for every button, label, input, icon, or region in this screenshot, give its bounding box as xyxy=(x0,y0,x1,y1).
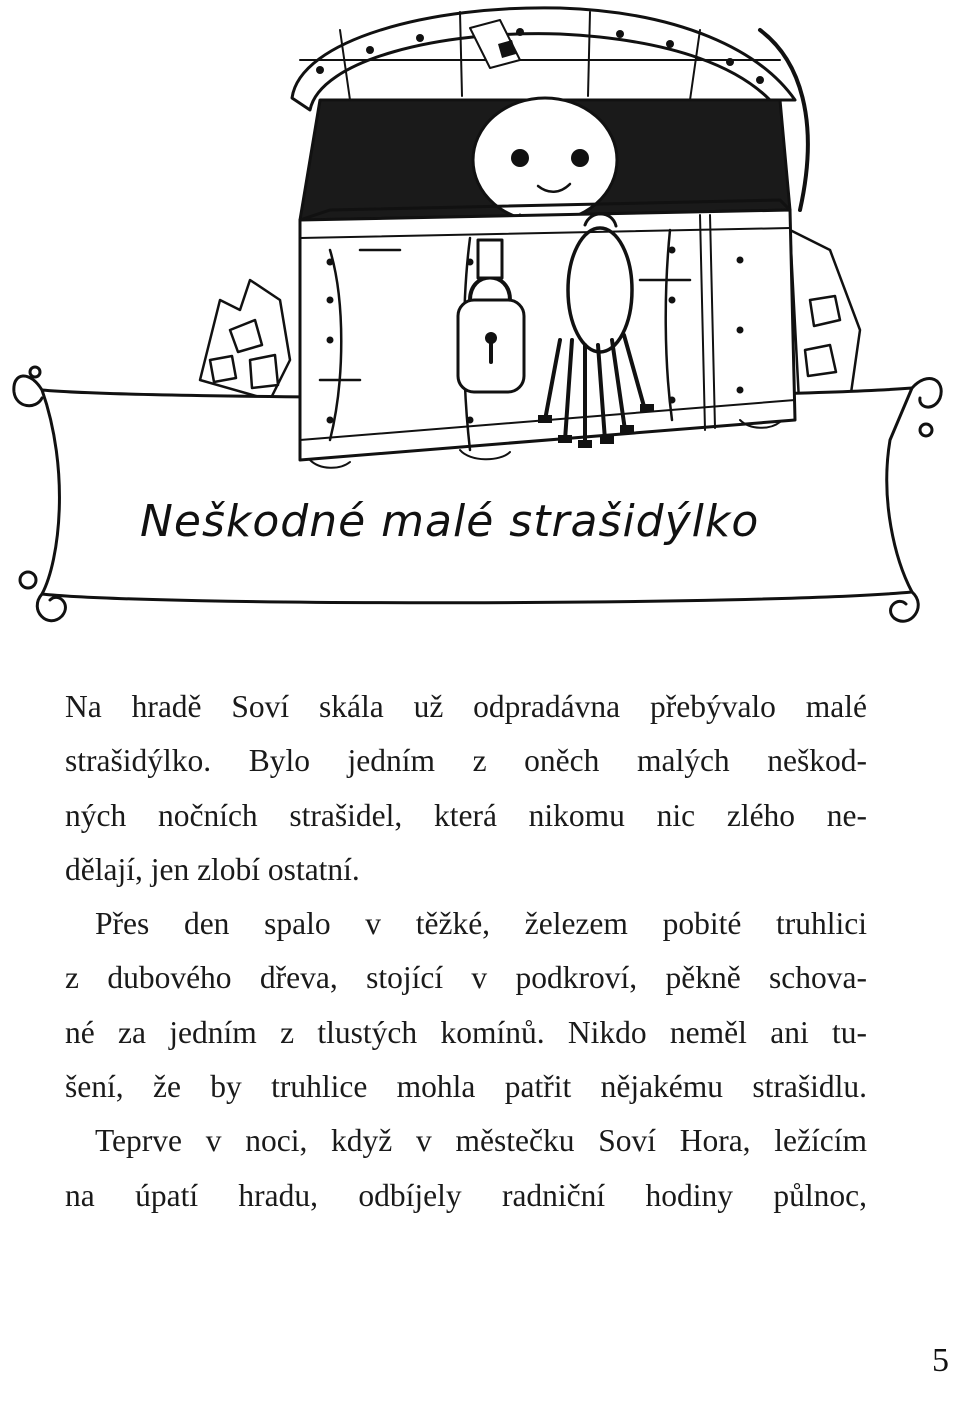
text-line: ných nočních strašidel, která nikomu nic zlého ne- xyxy=(65,797,867,833)
text-line: šení, že by truhlice mohla patřit nějakému strašidlu. xyxy=(65,1069,867,1105)
text-line: Přes den spalo v těžké, železem pobité truhlici xyxy=(95,906,867,942)
chapter-title: Neškodné malé strašidýlko xyxy=(140,496,760,547)
text-line: Teprve v noci, když v městečku Soví Hora, ležícím xyxy=(95,1123,867,1159)
text-line: z dubového dřeva, stojící v podkroví, pěkně schova- xyxy=(65,960,867,996)
text-line: strašidýlko. Bylo jedním z oněch malých neškod- xyxy=(65,743,867,779)
text-line: Na hradě Soví skála už odpradávna přebývalo malé xyxy=(65,689,867,724)
text-line: na úpatí hradu, odbíjely radniční hodiny půlnoc, xyxy=(65,1177,867,1213)
text-line: né za jedním z tlustých komínů. Nikdo neměl ani tu- xyxy=(65,1014,867,1050)
page-number: 5 xyxy=(932,1342,949,1379)
chest-banner-illustration xyxy=(0,0,960,660)
body-text xyxy=(65,680,867,1223)
text-line: dělají, jen zlobí ostatní. xyxy=(65,851,360,887)
